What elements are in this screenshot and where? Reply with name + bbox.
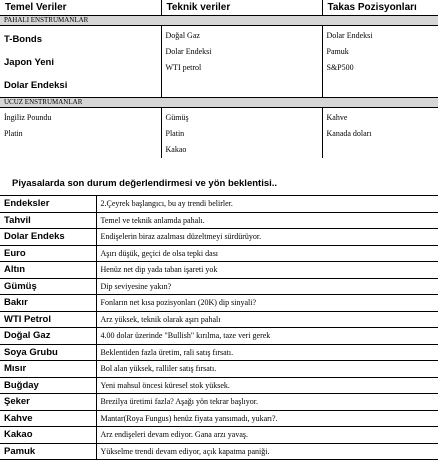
outlook-table (0, 195, 438, 460)
expensive-fundamental-item: Japon Yeni (4, 51, 161, 74)
instrument-comment: Temel ve teknik anlamda pahalı. (96, 212, 438, 229)
instrument-name: Soya Grubu (0, 344, 96, 361)
outlook-row (0, 229, 438, 246)
instrument-name: Endeksler (0, 196, 96, 213)
outlook-row (0, 394, 438, 411)
outlook-row (0, 328, 438, 345)
outlook-row (0, 212, 438, 229)
outlook-row (0, 311, 438, 328)
instrument-comment: Bol alan yüksek, ralliler satış fırsatı. (96, 361, 438, 378)
instrument-name: Şeker (0, 394, 96, 411)
expensive-technical-item: WTI petrol (166, 60, 322, 76)
outlook-row (0, 410, 438, 427)
instrument-comment: Yükselme trendi devam ediyor, açık kapatma paniği. (96, 443, 438, 460)
outlook-row (0, 377, 438, 394)
instrument-name: Tahvil (0, 212, 96, 229)
expensive-cot-item: Dolar Endeksi (327, 28, 438, 44)
outlook-row (0, 245, 438, 262)
outlook-row (0, 427, 438, 444)
outlook-heading: Piyasalarda son durum değerlendirmesi ve yön beklentisi.. (12, 178, 277, 189)
outlook-row (0, 443, 438, 460)
instrument-comment: Arz endişeleri devam ediyor. Gana arzı yavaş. (96, 427, 438, 444)
cheap-technical-item: Platin (166, 126, 322, 142)
cheap-fundamental-item: Platin (4, 126, 161, 142)
instrument-name: Dolar Endeks (0, 229, 96, 246)
instrument-name: Kakao (0, 427, 96, 444)
instrument-name: Altın (0, 262, 96, 279)
instrument-comment: Aşırı düşük, geçici de olsa tepki dası (96, 245, 438, 262)
cheap-technical-cell (161, 108, 322, 159)
outlook-row (0, 196, 438, 213)
instrument-comment: Mantar(Roya Fungus) henüz fiyata yansımadı, yukarı?. (96, 410, 438, 427)
instrument-name: Bakır (0, 295, 96, 312)
outlook-row (0, 344, 438, 361)
instrument-comment: Endişelerin biraz azalması düzeltmeyi sürdürüyor. (96, 229, 438, 246)
instrument-name: Euro (0, 245, 96, 262)
instrument-comment: Henüz net dip yada taban işareti yok (96, 262, 438, 279)
section-expensive-label: PAHALI ENSTRUMANLAR (0, 16, 438, 26)
cheap-cot-item: Kahve (327, 110, 438, 126)
section-cheap (0, 98, 438, 108)
cheap-cot-item: Kanada doları (327, 126, 438, 142)
instrument-name: Kahve (0, 410, 96, 427)
expensive-fundamental-item: Dolar Endeksi (4, 74, 161, 97)
instrument-comment: Fonların net kısa pozisyonları (20K) dip sinyali? (96, 295, 438, 312)
expensive-technical-cell (161, 26, 322, 98)
instrument-name: Mısır (0, 361, 96, 378)
instrument-comment: Beklentiden fazla üretim, rali satış fırsatı. (96, 344, 438, 361)
instrument-table-header (0, 0, 438, 16)
instrument-name: Doğal Gaz (0, 328, 96, 345)
outlook-row (0, 262, 438, 279)
instrument-comment: 4.00 dolar üzerinde "Bullish" kırılma, taze veri gerek (96, 328, 438, 345)
instrument-comment: Dip seviyesine yakın? (96, 278, 438, 295)
expensive-technical-item: Doğal Gaz (166, 28, 322, 44)
instrument-name: Buğday (0, 377, 96, 394)
section-expensive (0, 16, 438, 26)
instrument-name: Pamuk (0, 443, 96, 460)
outlook-row (0, 278, 438, 295)
expensive-fundamental-cell (0, 26, 161, 98)
cheap-cot-cell (322, 108, 438, 159)
outlook-row (0, 295, 438, 312)
header-technical: Teknik veriler (161, 0, 322, 16)
instrument-table (0, 0, 438, 158)
instrument-comment: Brezilya üretimi fazla? Aşağı yön tekrar başlıyor. (96, 394, 438, 411)
header-fundamental: Temel Veriler (0, 0, 161, 16)
expensive-cot-item: Pamuk (327, 44, 438, 60)
section-cheap-label: UCUZ ENSTRUMANLAR (0, 98, 438, 108)
expensive-cot-item: S&P500 (327, 60, 438, 76)
cheap-fundamental-cell (0, 108, 161, 159)
section-expensive-body (0, 26, 438, 98)
section-cheap-body (0, 108, 438, 159)
instrument-name: Gümüş (0, 278, 96, 295)
instrument-name: WTI Petrol (0, 311, 96, 328)
cheap-technical-item: Kakao (166, 142, 322, 158)
expensive-cot-cell (322, 26, 438, 98)
instrument-comment: 2.Çeyrek başlangıcı, bu ay trendi belirler. (96, 196, 438, 213)
expensive-fundamental-item: T-Bonds (4, 28, 161, 51)
expensive-technical-item: Dolar Endeksi (166, 44, 322, 60)
cheap-fundamental-item: İngiliz Poundu (4, 110, 161, 126)
cheap-technical-item: Gümüş (166, 110, 322, 126)
outlook-row (0, 361, 438, 378)
instrument-comment: Arz yüksek, teknik olarak aşırı pahalı (96, 311, 438, 328)
header-cot-positions: Takas Pozisyonları (322, 0, 438, 16)
instrument-comment: Yeni mahsul öncesi küresel stok yüksek. (96, 377, 438, 394)
